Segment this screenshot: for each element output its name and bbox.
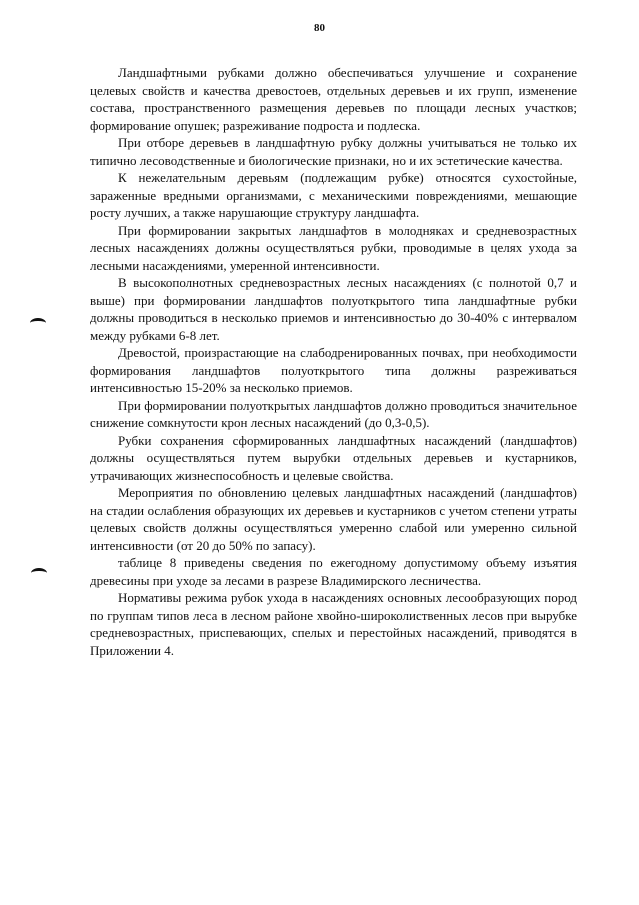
paragraph: таблице 8 приведены сведения по ежегодному допустимому объему изъятия древесины при уходе за лесами в разрезе Владимирского лесничества. (90, 555, 577, 588)
binder-hole-mark (31, 568, 47, 578)
paragraph: Древостой, произрастающие на слабодренированных почвах, при необходимости формирования ландшафтов полуоткрытого типа должны разреживаться интенсивностью 15-20% за несколько приемов. (90, 345, 577, 395)
binder-hole-mark (30, 318, 46, 328)
paragraph: К нежелательным деревьям (подлежащим рубке) относятся сухостойные, зараженные вредными организмами, с механическими повреждениями, мешающие росту лучших, а также нарушающие структуру ландшафта. (90, 170, 577, 220)
paragraph: При отборе деревьев в ландшафтную рубку должны учитываться не только их типично лесоводственные и биологические признаки, но и их эстетические качества. (90, 135, 577, 168)
paragraph: Мероприятия по обновлению целевых ландшафтных насаждений (ландшафтов) на стадии ослабления образующих их деревьев и кустарников с учетом степени утраты целевых свойств должны осуществляться умеренно слабой или умеренно сильной интенсивности (от 20 до 50% по запасу). (90, 485, 577, 553)
paragraph: При формировании закрытых ландшафтов в молодняках и средневозрастных лесных насаждениях должны осуществляться рубки, проводимые в целях ухода за лесными насаждениями, умеренной интенсивности. (90, 222, 577, 273)
paragraph: При формировании полуоткрытых ландшафтов должно проводиться значительное снижение сомкнутости крон лесных насаждений (до 0,3-0,5). (90, 397, 577, 430)
paragraph: Рубки сохранения сформированных ландшафтных насаждений (ландшафтов) должны осуществляться путем вырубки отдельных деревьев и кустарников, утрачивающих жизнеспособность и целевые свойства. (90, 432, 577, 483)
paragraph: Ландшафтными рубками должно обеспечиваться улучшение и сохранение целевых свойств и качества древостоев, отдельных деревьев и их групп, изменение состава, пространственного размещения деревьев по площади лесных участков; формирование опушек; разреживание подроста и подлеска. (90, 65, 577, 133)
page-number: 80 (314, 22, 325, 34)
paragraph: В высокополнотных средневозрастных лесных насаждениях (с полнотой 0,7 и выше) при формировании ландшафтов полуоткрытого типа ландшафтные рубки должны проводиться в несколько приемов и интенсивностью до 30-40% с интервалом между рубками 6-8 лет. (90, 275, 577, 343)
document-body (90, 64, 577, 659)
paragraph: Нормативы режима рубок ухода в насаждениях основных лесообразующих пород по группам типов леса в лесном районе хвойно-широколиственных лесов при вырубке средневозрастных, приспевающих, спелых и перестойных насаждений, приводятся в Приложении 4. (90, 590, 577, 658)
